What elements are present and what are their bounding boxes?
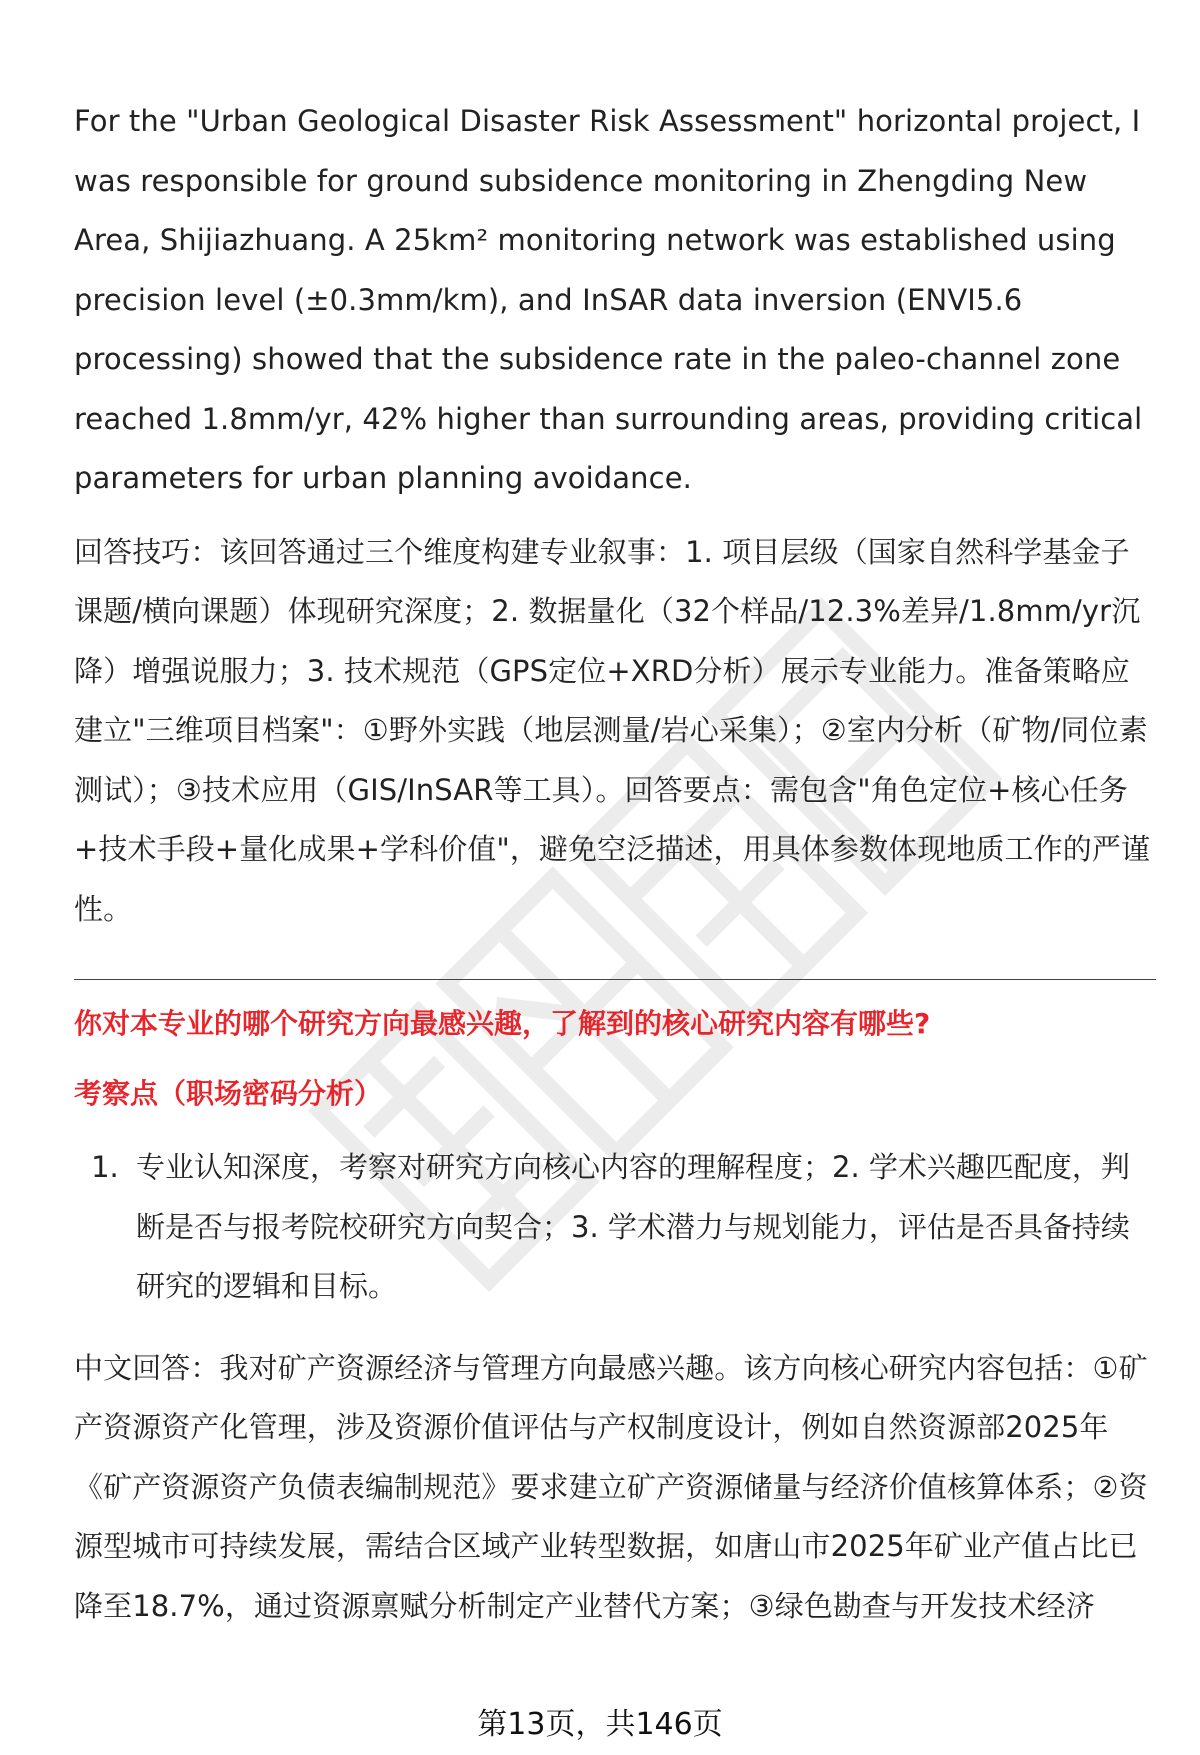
paragraph-tips: 回答技巧：该回答通过三个维度构建专业叙事：1. 项目层级（国家自然科学基金子课题/横向课题）体现研究深度；2. 数据量化（32个样品/12.3%差异/1.8mm/yr沉降）增强说服力；3. 技术规范（GPS定位+XRD分析）展示专业能力。准备策略应建立"三维项目档案"：①野外实践（地层测量/岩心采集）；②室内分析（矿物/同位素测试）；③技术应用（GIS/InSAR等工具）。回答要点：需包含"角色定位+核心任务+技术手段+量化成果+学科价值"，避免空泛描述，用具体参数体现地质工作的严谨性。 — [74, 534, 1151, 926]
list-item: 1. 专业认知深度，考察对研究方向核心内容的理解程度；2. 学术兴趣匹配度，判断是否与报考院校研究方向契合；3. 学术潜力与规划能力，评估是否具备持续研究的逻辑和目标。 — [128, 1138, 1156, 1317]
document-page — [74, 92, 1156, 1636]
section-divider — [74, 979, 1156, 980]
assessment-subheading: 考察点（职场密码分析） — [74, 1077, 383, 1110]
paragraph-en: For the "Urban Geological Disaster Risk Assessment" horizontal project, I was responsible for ground subsidence monitoring in Zhengding New Area, Shijiazhuang. A 25km² monitoring network was established using precision level (±0.3mm/km), and InSAR data inversion (ENVI5.6 processing) showed that the subsidence rate in the paleo-channel zone reached 1.8mm/yr, 42% higher than surrounding areas, providing critical parameters for urban planning avoidance. — [74, 104, 1143, 495]
assessment-points-list — [74, 1138, 1156, 1317]
page-number: 第13页，共146页 — [477, 1707, 723, 1742]
question-heading: 你对本专业的哪个研究方向最感兴趣，了解到的核心研究内容有哪些? — [74, 1007, 931, 1040]
paragraph-answer: 中文回答：我对矿产资源经济与管理方向最感兴趣。该方向核心研究内容包括：①矿产资源资产化管理，涉及资源价值评估与产权制度设计，例如自然资源部2025年《矿产资源资产负债表编制规范》要求建立矿产资源储量与经济价值核算体系；②资源型城市可持续发展，需结合区域产业转型数据，如唐山市2025年矿业产值占比已降至18.7%，通过资源禀赋分析制定产业替代方案；③绿色勘查与开发技术经济 — [74, 1350, 1148, 1623]
